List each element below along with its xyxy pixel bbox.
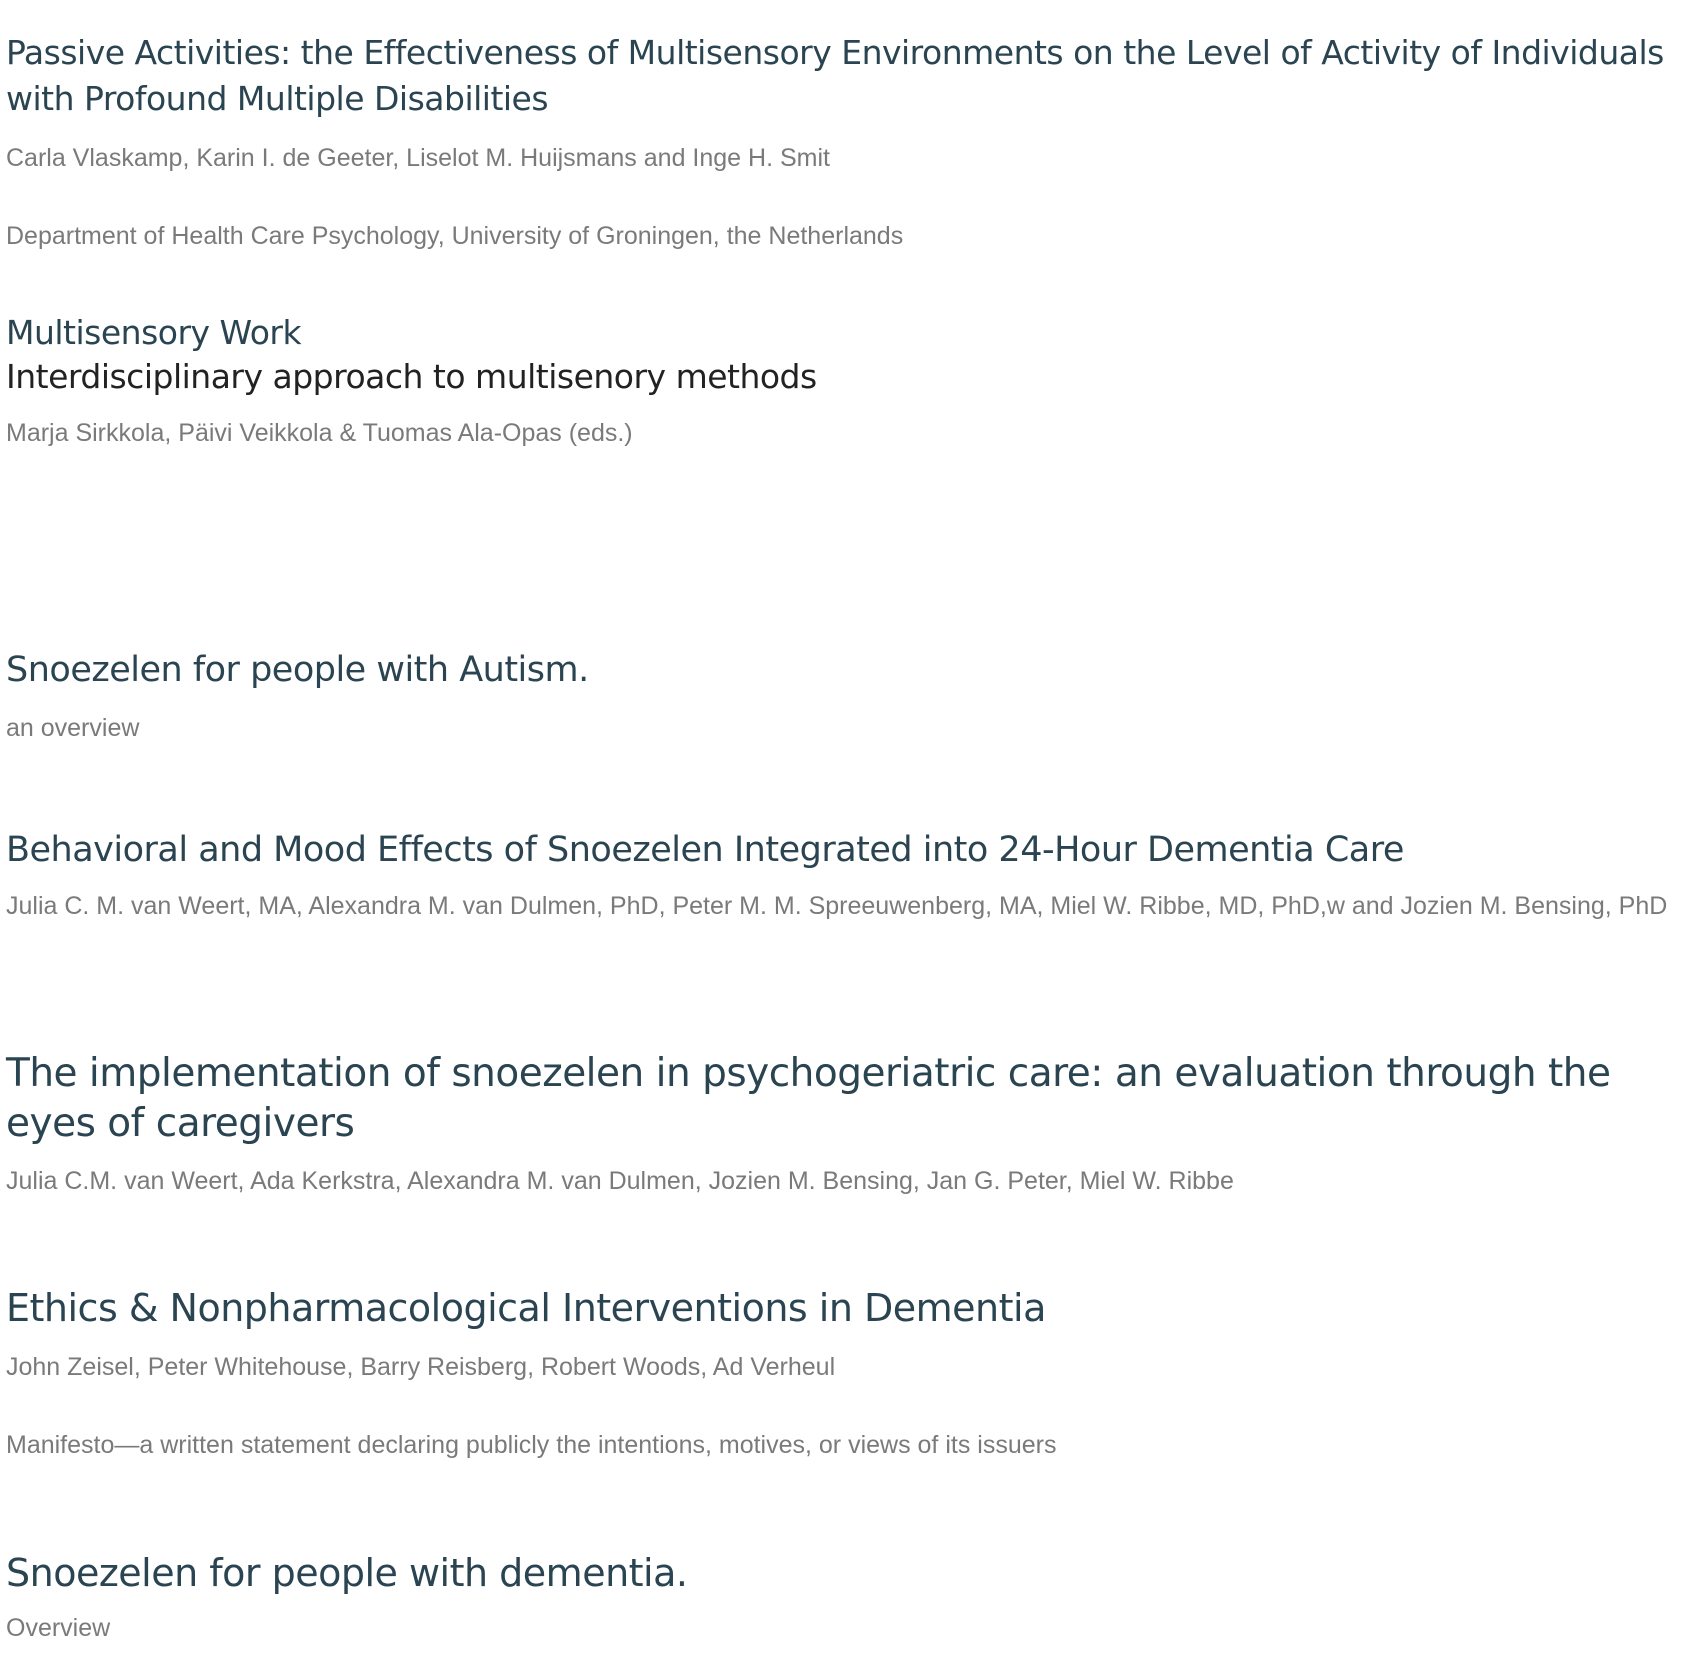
publication-authors: Julia C.M. van Weert, Ada Kerkstra, Alexandra M. van Dulmen, Jozien M. Bensing, Jan G. Peter, Miel W. Ribbe bbox=[6, 1167, 1234, 1195]
publication-entry bbox=[6, 1049, 1686, 1203]
publication-entry bbox=[6, 311, 1686, 455]
publication-entry bbox=[6, 30, 1686, 258]
publication-entry bbox=[6, 646, 1686, 750]
publication-affiliation: Department of Health Care Psychology, University of Groningen, the Netherlands bbox=[6, 222, 904, 250]
publication-entry bbox=[6, 826, 1686, 928]
publication-title-link[interactable]: Snoezelen for people with Autism. bbox=[6, 650, 589, 690]
publication-authors: Julia C. M. van Weert, MA, Alexandra M. van Dulmen, PhD, Peter M. M. Spreeuwenberg, MA, Miel W. Ribbe, MD, PhD,w and Jozien M. Bensing, PhD bbox=[6, 892, 1668, 920]
publication-authors: John Zeisel, Peter Whitehouse, Barry Reisberg, Robert Woods, Ad Verheul bbox=[6, 1353, 836, 1381]
publication-title-link[interactable]: Ethics & Nonpharmacological Interventions in Dementia bbox=[6, 1286, 1046, 1330]
publication-description: Overview bbox=[6, 1614, 111, 1642]
publication-subtitle: Interdisciplinary approach to multisenory methods bbox=[6, 357, 817, 396]
publication-title-link[interactable]: The implementation of snoezelen in psychogeriatric care: an evaluation through the eyes of caregivers bbox=[6, 1051, 1611, 1146]
publication-title-link[interactable]: Passive Activities: the Effectiveness of Multisensory Environments on the Level of Activity of Individuals with Profound Multiple Disabilities bbox=[6, 33, 1664, 118]
publication-entry bbox=[6, 1548, 1686, 1650]
publication-authors: Marja Sirkkola, Päivi Veikkola & Tuomas Ala-Opas (eds.) bbox=[6, 419, 633, 447]
publication-entry bbox=[6, 1283, 1686, 1467]
publication-title-link[interactable]: Multisensory Work bbox=[6, 313, 302, 352]
publication-description: Manifesto—a written statement declaring publicly the intentions, motives, or views of its issuers bbox=[6, 1431, 1057, 1459]
publication-description: an overview bbox=[6, 714, 140, 742]
publication-title-link[interactable]: Behavioral and Mood Effects of Snoezelen Integrated into 24-Hour Dementia Care bbox=[6, 830, 1404, 870]
publication-title-link[interactable]: Snoezelen for people with dementia. bbox=[6, 1551, 688, 1595]
publication-authors: Carla Vlaskamp, Karin I. de Geeter, Liselot M. Huijsmans and Inge H. Smit bbox=[6, 144, 830, 172]
